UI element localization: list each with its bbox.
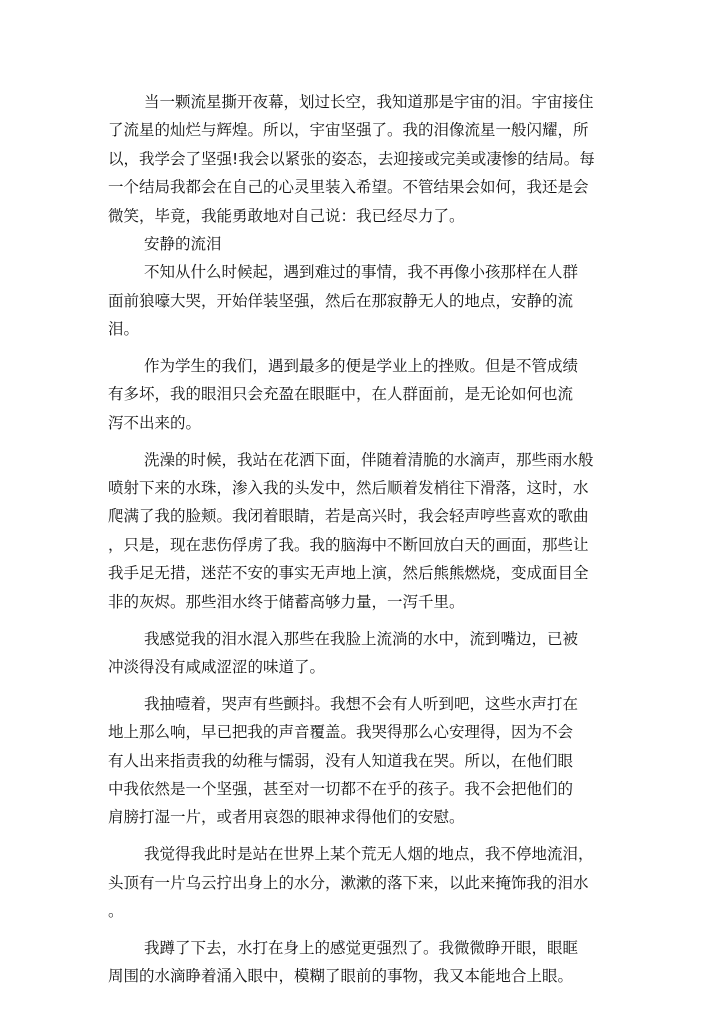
paragraph bbox=[108, 934, 620, 991]
text-line: 头顶有一片乌云拧出身上的水分，漱漱的落下来，以此来掩饰我的泪水 bbox=[108, 873, 589, 892]
text-line: 周围的水滴睁着涌入眼中，模糊了眼前的事物，我又本能地合上眼。 bbox=[108, 967, 574, 986]
text-line: 洗澡的时候，我站在花洒下面，伴随着清脆的水滴声，那些雨水般 bbox=[144, 450, 594, 469]
text-line: 。 bbox=[108, 902, 124, 921]
paragraph bbox=[108, 446, 620, 616]
text-line: 喷射下来的水珠，渗入我的头发中，然后顺着发梢往下滑落，这时，水 bbox=[108, 479, 589, 498]
paragraph bbox=[108, 352, 620, 437]
text-line: 作为学生的我们，遇到最多的便是学业上的挫败。但是不管成绩 bbox=[144, 357, 579, 376]
text-line: 当一颗流星撕开夜幕，划过长空，我知道那是宇宙的泪。宇宙接住 bbox=[144, 93, 594, 111]
text-line: 以，我学会了坚强!我会以紧张的姿态，去迎接或完美或凄惨的结局。每 bbox=[108, 149, 595, 168]
paragraph bbox=[108, 88, 620, 230]
paragraph bbox=[108, 690, 620, 832]
text-line: 一个结局我都会在自己的心灵里装入希望。不管结果会如何，我还是会 bbox=[108, 178, 589, 197]
text-line: 面前狼嚎大哭，开始佯装坚强，然后在那寂静无人的地点，安静的流 bbox=[108, 291, 574, 310]
section-heading bbox=[108, 230, 620, 258]
text-line: 不知从什么时候起，遇到难过的事情，我不再像小孩那样在人群 bbox=[144, 263, 579, 282]
text-line: 冲淡得没有咸咸涩涩的味道了。 bbox=[108, 657, 326, 676]
text-line: 我蹲了下去，水打在身上的感觉更强烈了。我微微睁开眼，眼眶 bbox=[144, 938, 579, 957]
paragraph bbox=[108, 625, 620, 682]
text-line: 我手足无措，迷茫不安的事实无声地上演，然后熊熊燃烧，变成面目全 bbox=[108, 564, 589, 583]
text-line: 爬满了我的脸颊。我闭着眼睛，若是高兴时，我会轻声哼些喜欢的歌曲 bbox=[108, 507, 589, 526]
text-line: 有人出来指责我的幼稚与懦弱，没有人知道我在哭。所以，在他们眼 bbox=[108, 751, 574, 770]
text-line: 泪。 bbox=[108, 320, 140, 339]
text-line: 我抽噎着，哭声有些颤抖。我想不会有人听到吧，这些水声打在 bbox=[144, 694, 579, 713]
text-line: 地上那么响，早已把我的声音覆盖。我哭得那么心安理得，因为不会 bbox=[108, 723, 574, 742]
text-line: 非的灰烬。那些泪水终于储蓄高够力量，一泻千里。 bbox=[108, 592, 465, 611]
text-line: 了流星的灿烂与辉煌。所以，宇宙坚强了。我的泪像流星一般闪耀，所 bbox=[108, 121, 589, 140]
text-line: 我觉得我此时是站在世界上某个荒无人烟的地点，我不停地流泪， bbox=[144, 845, 594, 864]
paragraph bbox=[108, 840, 620, 925]
text-line: 肩膀打湿一片，或者用哀怨的眼神求得他们的安慰。 bbox=[108, 808, 465, 827]
text-line: 有多坏，我的眼泪只会充盈在眼眶中，在人群面前，是无论如何也流 bbox=[108, 385, 574, 404]
text-line: 泻不出来的。 bbox=[108, 413, 202, 432]
paragraph bbox=[108, 258, 620, 343]
heading-text: 安静的流泪 bbox=[144, 234, 222, 253]
text-line: 我感觉我的泪水混入那些在我脸上流淌的水中，流到嘴边，已被 bbox=[144, 629, 579, 648]
text-line: 中我依然是一个坚强，甚至对一切都不在乎的孩子。我不会把他们的 bbox=[108, 779, 574, 798]
text-line: 微笑，毕竟，我能勇敢地对自己说：我已经尽力了。 bbox=[108, 206, 465, 225]
text-line: ，只是，现在悲伤俘虏了我。我的脑海中不断回放白天的画面，那些让 bbox=[108, 535, 589, 554]
document-body bbox=[108, 88, 620, 991]
